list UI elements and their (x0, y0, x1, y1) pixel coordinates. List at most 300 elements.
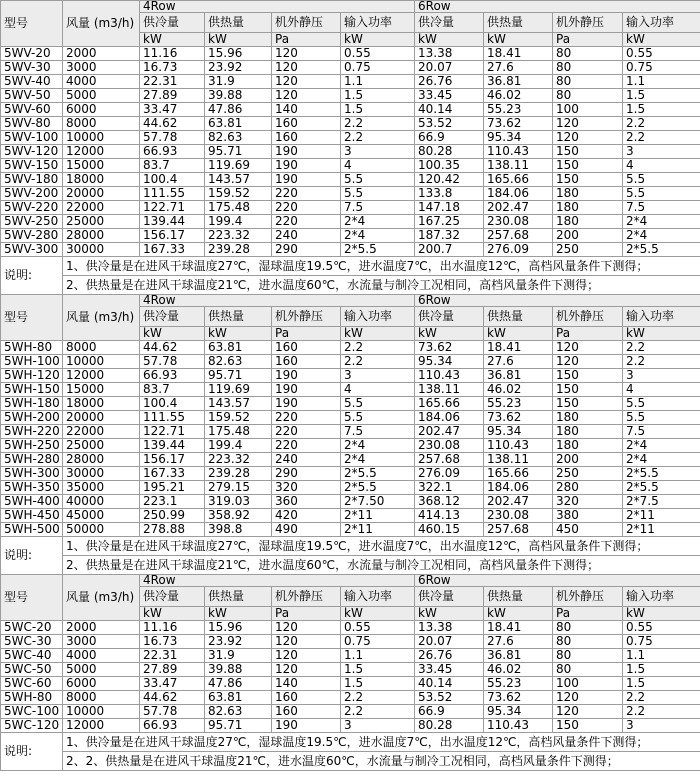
value-cell: 220 (272, 201, 341, 215)
value-cell: 156.17 (140, 229, 205, 243)
value-cell: 7.5 (341, 425, 415, 439)
value-cell: 2*4 (341, 439, 415, 453)
spec-row (1, 411, 700, 425)
value-cell: 180 (553, 187, 623, 201)
value-cell: 80 (553, 663, 623, 677)
value-cell: 30000 (63, 467, 140, 481)
value-cell: 95.71 (205, 145, 272, 159)
value-cell: 250.99 (140, 509, 205, 523)
value-cell: 220 (272, 439, 341, 453)
notes-row-1 (1, 257, 700, 276)
model-cell: 5WV-180 (1, 173, 63, 187)
value-cell: 450 (553, 523, 623, 537)
value-cell: 150 (553, 369, 623, 383)
unit-header: kW (205, 33, 272, 47)
value-cell: 180 (553, 411, 623, 425)
value-cell: 1.5 (341, 663, 415, 677)
spec-table-5WC (0, 574, 700, 771)
model-column-header: 型号 (1, 295, 63, 341)
spec-row (1, 635, 700, 649)
value-cell: 150 (553, 383, 623, 397)
unit-header: kW (623, 607, 700, 621)
value-cell: 150 (553, 145, 623, 159)
column-header: 输入功率 (341, 587, 415, 607)
group-header-6row: 6Row (415, 575, 700, 587)
value-cell: 122.71 (140, 201, 205, 215)
model-cell: 5WV-300 (1, 243, 63, 257)
value-cell: 120 (272, 621, 341, 635)
value-cell: 18.41 (484, 47, 553, 61)
value-cell: 63.81 (205, 691, 272, 705)
value-cell: 2*5.5 (623, 243, 700, 257)
value-cell: 120 (272, 47, 341, 61)
value-cell: 220 (272, 187, 341, 201)
value-cell: 95.71 (205, 369, 272, 383)
value-cell: 3000 (63, 61, 140, 75)
spec-row (1, 75, 700, 89)
value-cell: 120 (272, 635, 341, 649)
value-cell: 22000 (63, 201, 140, 215)
value-cell: 26.76 (415, 75, 484, 89)
value-cell: 322.1 (415, 481, 484, 495)
value-cell: 7.5 (623, 425, 700, 439)
unit-header: Pa (272, 607, 341, 621)
unit-header: Pa (553, 607, 623, 621)
value-cell: 2.2 (623, 355, 700, 369)
note-line-1: 1、供冷量是在进风干球温度27℃，湿球温度19.5℃，进水温度7℃，出水温度12℃，高档风量条件下测得； (63, 733, 700, 752)
value-cell: 5000 (63, 89, 140, 103)
value-cell: 46.02 (484, 663, 553, 677)
value-cell: 63.81 (205, 341, 272, 355)
value-cell: 120 (272, 89, 341, 103)
spec-row (1, 495, 700, 509)
value-cell: 160 (272, 117, 341, 131)
model-cell: 5WV-60 (1, 103, 63, 117)
value-cell: 120 (553, 705, 623, 719)
spec-row (1, 355, 700, 369)
value-cell: 95.34 (415, 355, 484, 369)
value-cell: 80 (553, 75, 623, 89)
value-cell: 11.16 (140, 621, 205, 635)
notes-row-2 (1, 276, 700, 295)
value-cell: 30000 (63, 243, 140, 257)
value-cell: 66.93 (140, 369, 205, 383)
note-line-1: 1、供冷量是在进风干球温度27℃，湿球温度19.5℃，进水温度7℃，出水温度12℃，高档风量条件下测得； (63, 537, 700, 556)
value-cell: 2*11 (341, 509, 415, 523)
model-cell: 5WC-50 (1, 663, 63, 677)
value-cell: 1.1 (623, 75, 700, 89)
value-cell: 239.28 (205, 467, 272, 481)
spec-table-5WH (0, 294, 700, 575)
value-cell: 4 (623, 159, 700, 173)
spec-row (1, 397, 700, 411)
value-cell: 110.43 (484, 145, 553, 159)
model-cell: 5WV-20 (1, 47, 63, 61)
value-cell: 46.02 (484, 383, 553, 397)
value-cell: 2.2 (623, 341, 700, 355)
model-cell: 5WV-280 (1, 229, 63, 243)
value-cell: 160 (272, 705, 341, 719)
value-cell: 83.7 (140, 383, 205, 397)
value-cell: 2*7.50 (341, 495, 415, 509)
column-header: 输入功率 (341, 307, 415, 327)
group-header-4row: 4Row (140, 295, 415, 307)
value-cell: 133.8 (415, 187, 484, 201)
unit-header: kW (415, 607, 484, 621)
value-cell: 33.45 (415, 663, 484, 677)
value-cell: 380 (553, 509, 623, 523)
header-group-row (1, 1, 700, 13)
model-cell: 5WH-80 (1, 691, 63, 705)
value-cell: 1.5 (623, 89, 700, 103)
value-cell: 80 (553, 635, 623, 649)
unit-header: kW (341, 33, 415, 47)
value-cell: 223.1 (140, 495, 205, 509)
model-cell: 5WC-20 (1, 621, 63, 635)
value-cell: 80 (553, 61, 623, 75)
value-cell: 138.11 (484, 159, 553, 173)
value-cell: 122.71 (140, 425, 205, 439)
value-cell: 0.55 (623, 621, 700, 635)
group-header-6row: 6Row (415, 295, 700, 307)
value-cell: 120 (272, 663, 341, 677)
unit-header: kW (623, 33, 700, 47)
unit-header: kW (205, 607, 272, 621)
model-cell: 5WC-100 (1, 705, 63, 719)
value-cell: 10000 (63, 705, 140, 719)
value-cell: 290 (272, 243, 341, 257)
value-cell: 220 (272, 425, 341, 439)
value-cell: 2.2 (341, 355, 415, 369)
value-cell: 120 (553, 131, 623, 145)
value-cell: 3000 (63, 635, 140, 649)
value-cell: 7.5 (341, 201, 415, 215)
value-cell: 490 (272, 523, 341, 537)
model-cell: 5WC-40 (1, 649, 63, 663)
spec-table-5WV (0, 0, 700, 295)
value-cell: 95.34 (484, 705, 553, 719)
column-header: 供冷量 (415, 13, 484, 33)
spec-row (1, 159, 700, 173)
spec-row (1, 439, 700, 453)
value-cell: 180 (553, 215, 623, 229)
value-cell: 0.75 (341, 61, 415, 75)
airflow-column-header: 风量 (m3/h) (63, 295, 140, 341)
column-header: 机外静压 (272, 13, 341, 33)
value-cell: 80 (553, 649, 623, 663)
column-header: 机外静压 (553, 307, 623, 327)
unit-header: Pa (553, 327, 623, 341)
value-cell: 33.47 (140, 677, 205, 691)
model-cell: 5WH-500 (1, 523, 63, 537)
value-cell: 7.5 (623, 201, 700, 215)
column-header: 供热量 (484, 307, 553, 327)
value-cell: 57.78 (140, 705, 205, 719)
value-cell: 184.06 (484, 187, 553, 201)
value-cell: 290 (272, 467, 341, 481)
value-cell: 2*11 (341, 523, 415, 537)
value-cell: 8000 (63, 117, 140, 131)
value-cell: 2.2 (623, 131, 700, 145)
value-cell: 80.28 (415, 145, 484, 159)
value-cell: 20000 (63, 187, 140, 201)
value-cell: 167.25 (415, 215, 484, 229)
value-cell: 2.2 (623, 691, 700, 705)
value-cell: 202.47 (484, 201, 553, 215)
value-cell: 6000 (63, 677, 140, 691)
value-cell: 190 (272, 719, 341, 733)
value-cell: 0.55 (341, 621, 415, 635)
value-cell: 2*5.5 (341, 481, 415, 495)
value-cell: 53.52 (415, 117, 484, 131)
value-cell: 46.02 (484, 89, 553, 103)
value-cell: 250 (553, 467, 623, 481)
note-line-2: 2、供热量是在进风干球温度21℃，进水温度60℃，水流量与制冷工况相同，高档风量条件下测得； (63, 556, 700, 575)
value-cell: 120 (553, 691, 623, 705)
value-cell: 55.23 (484, 397, 553, 411)
value-cell: 25000 (63, 215, 140, 229)
value-cell: 1.5 (341, 103, 415, 117)
value-cell: 159.52 (205, 187, 272, 201)
value-cell: 4 (341, 383, 415, 397)
value-cell: 1.5 (623, 677, 700, 691)
value-cell: 276.09 (415, 467, 484, 481)
group-header-4row: 4Row (140, 1, 415, 13)
value-cell: 279.15 (205, 481, 272, 495)
value-cell: 73.62 (484, 691, 553, 705)
value-cell: 120 (553, 355, 623, 369)
value-cell: 82.63 (205, 705, 272, 719)
value-cell: 1.5 (623, 103, 700, 117)
spec-row (1, 103, 700, 117)
value-cell: 138.11 (484, 453, 553, 467)
notes-row-1 (1, 537, 700, 556)
spec-row (1, 425, 700, 439)
value-cell: 33.47 (140, 103, 205, 117)
notes-label: 说明: (1, 537, 63, 575)
value-cell: 280 (553, 481, 623, 495)
value-cell: 80 (553, 621, 623, 635)
value-cell: 18000 (63, 173, 140, 187)
value-cell: 66.93 (140, 145, 205, 159)
model-cell: 5WH-180 (1, 397, 63, 411)
value-cell: 184.06 (415, 411, 484, 425)
value-cell: 2*4 (623, 229, 700, 243)
value-cell: 95.34 (484, 425, 553, 439)
notes-row-2 (1, 752, 700, 771)
value-cell: 63.81 (205, 117, 272, 131)
model-cell: 5WH-100 (1, 355, 63, 369)
value-cell: 239.28 (205, 243, 272, 257)
value-cell: 66.9 (415, 131, 484, 145)
value-cell: 220 (272, 411, 341, 425)
value-cell: 5.5 (623, 411, 700, 425)
column-header: 供冷量 (415, 587, 484, 607)
value-cell: 12000 (63, 145, 140, 159)
value-cell: 22000 (63, 425, 140, 439)
value-cell: 55.23 (484, 103, 553, 117)
value-cell: 250 (553, 243, 623, 257)
value-cell: 40.14 (415, 103, 484, 117)
value-cell: 167.33 (140, 243, 205, 257)
value-cell: 3 (623, 145, 700, 159)
model-cell: 5WV-40 (1, 75, 63, 89)
value-cell: 27.6 (484, 61, 553, 75)
column-header: 供冷量 (140, 307, 205, 327)
value-cell: 358.92 (205, 509, 272, 523)
spec-row (1, 89, 700, 103)
value-cell: 460.15 (415, 523, 484, 537)
value-cell: 80 (553, 89, 623, 103)
value-cell: 110.43 (415, 369, 484, 383)
value-cell: 320 (272, 481, 341, 495)
value-cell: 2.2 (623, 117, 700, 131)
value-cell: 1.5 (341, 89, 415, 103)
value-cell: 278.88 (140, 523, 205, 537)
value-cell: 195.21 (140, 481, 205, 495)
value-cell: 187.32 (415, 229, 484, 243)
value-cell: 0.75 (341, 635, 415, 649)
spec-row (1, 719, 700, 733)
unit-header: kW (484, 607, 553, 621)
value-cell: 16.73 (140, 635, 205, 649)
spec-row (1, 383, 700, 397)
value-cell: 22.31 (140, 649, 205, 663)
value-cell: 230.08 (484, 215, 553, 229)
spec-row (1, 481, 700, 495)
model-cell: 5WH-150 (1, 383, 63, 397)
value-cell: 47.86 (205, 677, 272, 691)
value-cell: 0.55 (623, 47, 700, 61)
value-cell: 27.6 (484, 355, 553, 369)
value-cell: 175.48 (205, 425, 272, 439)
value-cell: 10000 (63, 131, 140, 145)
value-cell: 2.2 (341, 705, 415, 719)
unit-header: kW (484, 327, 553, 341)
value-cell: 159.52 (205, 411, 272, 425)
value-cell: 2*11 (623, 509, 700, 523)
value-cell: 66.93 (140, 719, 205, 733)
spec-row (1, 145, 700, 159)
value-cell: 57.78 (140, 355, 205, 369)
value-cell: 319.03 (205, 495, 272, 509)
value-cell: 120 (272, 75, 341, 89)
value-cell: 4000 (63, 75, 140, 89)
unit-header: kW (623, 327, 700, 341)
spec-row (1, 523, 700, 537)
spec-row (1, 467, 700, 481)
value-cell: 240 (272, 453, 341, 467)
value-cell: 165.66 (484, 467, 553, 481)
value-cell: 20.07 (415, 635, 484, 649)
notes-row-2 (1, 556, 700, 575)
model-column-header: 型号 (1, 1, 63, 47)
value-cell: 420 (272, 509, 341, 523)
value-cell: 160 (272, 131, 341, 145)
header-group-row (1, 575, 700, 587)
value-cell: 119.69 (205, 383, 272, 397)
value-cell: 414.13 (415, 509, 484, 523)
model-cell: 5WH-120 (1, 369, 63, 383)
value-cell: 80 (553, 47, 623, 61)
value-cell: 200 (553, 229, 623, 243)
value-cell: 120 (553, 117, 623, 131)
spec-row (1, 705, 700, 719)
value-cell: 175.48 (205, 201, 272, 215)
value-cell: 16.73 (140, 61, 205, 75)
column-header: 供热量 (484, 587, 553, 607)
value-cell: 2*4 (341, 229, 415, 243)
value-cell: 2000 (63, 47, 140, 61)
value-cell: 257.68 (415, 453, 484, 467)
value-cell: 202.47 (415, 425, 484, 439)
value-cell: 150 (553, 719, 623, 733)
unit-header: kW (205, 327, 272, 341)
spec-row (1, 131, 700, 145)
value-cell: 5.5 (341, 397, 415, 411)
value-cell: 3 (623, 719, 700, 733)
notes-row-1 (1, 733, 700, 752)
model-cell: 5WV-100 (1, 131, 63, 145)
column-header: 供热量 (205, 13, 272, 33)
value-cell: 3 (341, 145, 415, 159)
unit-header: kW (341, 607, 415, 621)
value-cell: 12000 (63, 369, 140, 383)
model-cell: 5WV-120 (1, 145, 63, 159)
value-cell: 368.12 (415, 495, 484, 509)
value-cell: 139.44 (140, 215, 205, 229)
value-cell: 150 (553, 159, 623, 173)
value-cell: 80.28 (415, 719, 484, 733)
spec-row (1, 47, 700, 61)
spec-row (1, 117, 700, 131)
value-cell: 27.6 (484, 635, 553, 649)
value-cell: 25000 (63, 439, 140, 453)
value-cell: 111.55 (140, 411, 205, 425)
value-cell: 160 (272, 355, 341, 369)
value-cell: 18.41 (484, 621, 553, 635)
value-cell: 167.33 (140, 467, 205, 481)
value-cell: 100.4 (140, 173, 205, 187)
value-cell: 100.35 (415, 159, 484, 173)
value-cell: 5000 (63, 663, 140, 677)
unit-header: kW (415, 327, 484, 341)
value-cell: 15.96 (205, 621, 272, 635)
unit-header: kW (341, 327, 415, 341)
value-cell: 276.09 (484, 243, 553, 257)
value-cell: 82.63 (205, 131, 272, 145)
value-cell: 257.68 (484, 523, 553, 537)
value-cell: 320 (553, 495, 623, 509)
model-column-header: 型号 (1, 575, 63, 621)
value-cell: 3 (623, 369, 700, 383)
spec-row (1, 663, 700, 677)
value-cell: 6000 (63, 103, 140, 117)
value-cell: 5.5 (623, 173, 700, 187)
value-cell: 10000 (63, 355, 140, 369)
value-cell: 180 (553, 425, 623, 439)
group-header-6row: 6Row (415, 1, 700, 13)
model-cell: 5WH-300 (1, 467, 63, 481)
value-cell: 26.76 (415, 649, 484, 663)
value-cell: 160 (272, 691, 341, 705)
value-cell: 190 (272, 397, 341, 411)
unit-header: Pa (553, 33, 623, 47)
value-cell: 73.62 (484, 117, 553, 131)
value-cell: 2.2 (341, 131, 415, 145)
value-cell: 95.34 (484, 131, 553, 145)
spec-row (1, 173, 700, 187)
